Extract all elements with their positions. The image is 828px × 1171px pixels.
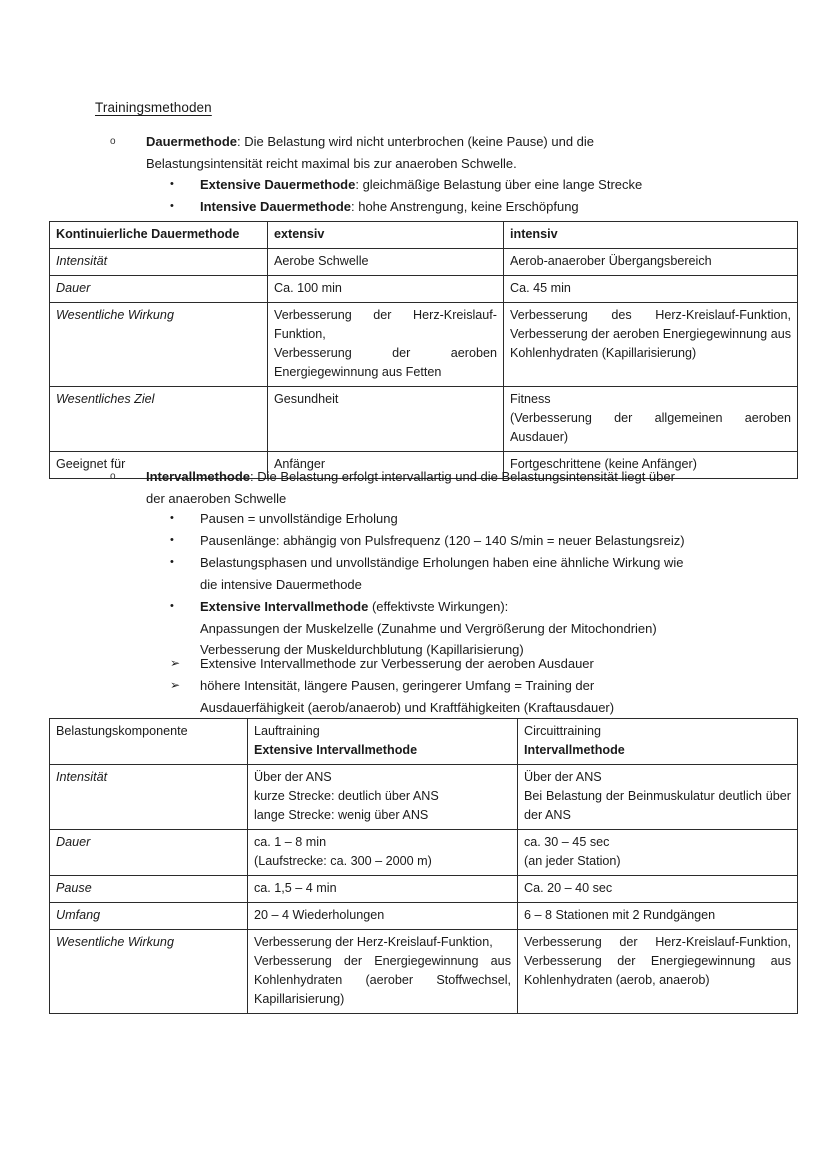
cell-line: ca. 1 – 8 min xyxy=(254,835,327,849)
table2-lauf-pause: ca. 1,5 – 4 min xyxy=(248,876,518,903)
dot-bullet-icon: • xyxy=(170,556,174,568)
table1-label-dauer: Dauer xyxy=(50,276,268,303)
list-item-extensive-dauermethode xyxy=(170,174,760,196)
table1-label-wesentliche-wirkung: Wesentliche Wirkung xyxy=(50,303,268,387)
circle-bullet-icon: o xyxy=(110,471,116,482)
cell-line: (Verbesserung der allgemeinen aeroben Ausdauer) xyxy=(510,411,791,444)
table2-circuit-dauer xyxy=(518,830,798,876)
table1-intensiv-intensitaet: Aerob-anaerober Übergangsbereich xyxy=(504,249,798,276)
intensive-dauermethode-label: Intensive Dauermethode xyxy=(200,199,351,214)
list-item-dauermethode xyxy=(110,131,750,174)
extensive-intervallmethode-line3: Verbesserung der Muskeldurchblutung (Kapillarisierung) xyxy=(200,642,524,657)
circle-bullet-icon: o xyxy=(110,136,116,147)
intervallmethode-intro-line1: : Die Belastung erfolgt intervallartig und die Belastungsintensität liegt über xyxy=(250,469,675,484)
extensive-intervallmethode-line2: Anpassungen der Muskelzelle (Zunahme und Vergrößerung der Mitochondrien) xyxy=(200,620,657,636)
table1-intensiv-geeignet-fuer: Fortgeschrittene (keine Anfänger) xyxy=(504,452,798,479)
extensive-intervallmethode-rest: (effektivste Wirkungen): xyxy=(368,599,509,614)
cell-line: kurze Strecke: deutlich über ANS xyxy=(254,789,439,803)
cell-line: Lauftraining xyxy=(254,724,320,738)
table2-lauf-dauer xyxy=(248,830,518,876)
pausen-text: Pausen = unvollständige Erholung xyxy=(200,511,398,526)
table-row xyxy=(50,249,798,276)
table2-label-umfang: Umfang xyxy=(50,903,248,930)
table1-header-col1: Kontinuierliche Dauermethode xyxy=(50,222,268,249)
list-item-hoehere-intensitaet xyxy=(170,675,760,718)
cell-line: Extensive Intervallmethode xyxy=(254,743,418,757)
table2-circuit-wesentliche-wirkung: Verbesserung der Herz-Kreislauf-Funktion, Verbesserung der Energiegewinnung aus Kohlenhydraten (aerob, anaerob) xyxy=(518,930,798,1014)
intensive-dauermethode-text: : hohe Anstrengung, keine Erschöpfung xyxy=(351,199,579,214)
table2-header-col1: Belastungskomponente xyxy=(50,719,248,765)
dot-bullet-icon: • xyxy=(170,200,174,212)
table2-label-dauer: Dauer xyxy=(50,830,248,876)
cell-line: Fitness xyxy=(510,392,551,406)
table-row xyxy=(50,830,798,876)
table1-extensiv-intensitaet: Aerobe Schwelle xyxy=(268,249,504,276)
table2-circuit-umfang: 6 – 8 Stationen mit 2 Rundgängen xyxy=(518,903,798,930)
table1-intensiv-dauer: Ca. 45 min xyxy=(504,276,798,303)
intervallmethode-title: Intervallmethode xyxy=(146,469,251,484)
dauermethode-intro xyxy=(146,131,750,153)
table-row xyxy=(50,387,798,452)
list-item-aerobe-ausdauer xyxy=(170,653,760,675)
table-row-header xyxy=(50,719,798,765)
table-kontinuierliche-dauermethode xyxy=(49,221,798,479)
belastungsphasen-line1: Belastungsphasen und unvollständige Erholungen haben eine ähnliche Wirkung wie xyxy=(200,555,684,570)
table-belastungskomponente xyxy=(49,718,798,1014)
cell-line: ca. 30 – 45 sec xyxy=(524,835,610,849)
table1-extensiv-geeignet-fuer: Anfänger xyxy=(268,452,504,479)
table2-label-wesentliche-wirkung: Wesentliche Wirkung xyxy=(50,930,248,1014)
list-item-belastungsphasen xyxy=(170,552,760,595)
cell-line: Verbesserung der Energiegewinnung aus Kohlenhydraten (aerober Stoffwechsel, Kapillarisierung) xyxy=(254,954,511,1006)
table1-label-geeignet-fuer: Geeignet für xyxy=(50,452,268,479)
dot-bullet-icon: • xyxy=(170,178,174,190)
table1-label-wesentliches-ziel: Wesentliches Ziel xyxy=(50,387,268,452)
arrow-bullet-icon: ➢ xyxy=(170,678,181,692)
dauermethode-intro-line2: Belastungsintensität reicht maximal bis zur anaeroben Schwelle. xyxy=(146,155,517,171)
cell-line: Über der ANS xyxy=(254,770,332,784)
cell-line: Verbesserung der Herz-Kreislauf-Funktion, xyxy=(274,308,497,341)
table-row xyxy=(50,903,798,930)
table2-label-pause: Pause xyxy=(50,876,248,903)
table-row xyxy=(50,765,798,830)
table2-lauf-umfang: 20 – 4 Wiederholungen xyxy=(248,903,518,930)
list-item-extensive-intervallmethode xyxy=(170,596,760,661)
hoehere-intensitaet-line2: Ausdauerfähigkeit (aerob/anaerob) und Kraftfähigkeiten (Kraftausdauer) xyxy=(200,699,615,715)
table2-header-col2 xyxy=(248,719,518,765)
table-row xyxy=(50,303,798,387)
extensive-intervallmethode-heading xyxy=(200,596,760,618)
table1-header-col2: extensiv xyxy=(268,222,504,249)
table1-extensiv-wesentliches-ziel: Gesundheit xyxy=(268,387,504,452)
table2-lauf-intensitaet xyxy=(248,765,518,830)
table1-intensiv-wesentliche-wirkung: Verbesserung des Herz-Kreislauf-Funktion, Verbesserung der aeroben Energiegewinnung aus Kohlenhydraten (Kapillarisierung) xyxy=(504,303,798,387)
cell-line: (an jeder Station) xyxy=(524,854,621,868)
hoehere-intensitaet-line1: höhere Intensität, längere Pausen, geringerer Umfang = Training der xyxy=(200,678,595,693)
pausenlaenge-text: Pausenlänge: abhängig von Pulsfrequenz (120 – 140 S/min = neuer Belastungsreiz) xyxy=(200,533,685,548)
table1-extensiv-dauer: Ca. 100 min xyxy=(268,276,504,303)
cell-line: Verbesserung der Herz-Kreislauf-Funktion, xyxy=(254,935,493,949)
cell-line: lange Strecke: wenig über ANS xyxy=(254,808,429,822)
table1-label-intensitaet: Intensität xyxy=(50,249,268,276)
extensive-dauermethode-text: : gleichmäßige Belastung über eine lange Strecke xyxy=(355,177,643,192)
page-title: Trainingsmethoden xyxy=(95,100,212,115)
cell-line: Intervallmethode xyxy=(524,743,625,757)
table-row-header xyxy=(50,222,798,249)
table2-label-intensitaet: Intensität xyxy=(50,765,248,830)
list-item-pausenlaenge xyxy=(170,530,760,552)
cell-line: (Laufstrecke: ca. 300 – 2000 m) xyxy=(254,854,432,868)
dauermethode-title: Dauermethode xyxy=(146,134,238,149)
cell-line: Verbesserung der aeroben Energiegewinnung aus Fetten xyxy=(274,346,497,379)
dot-bullet-icon: • xyxy=(170,512,174,524)
dauermethode-intro-line1: : Die Belastung wird nicht unterbrochen (keine Pause) und die xyxy=(237,134,595,149)
dot-bullet-icon: • xyxy=(170,600,174,612)
table-row xyxy=(50,876,798,903)
aerobe-ausdauer-text: Extensive Intervallmethode zur Verbesserung der aeroben Ausdauer xyxy=(200,656,594,671)
cell-line: Über der ANS xyxy=(524,770,602,784)
table-row xyxy=(50,276,798,303)
belastungsphasen-line2: die intensive Dauermethode xyxy=(200,576,362,592)
list-item-pausen xyxy=(170,508,760,530)
cell-line: Circuittraining xyxy=(524,724,601,738)
table2-circuit-intensitaet xyxy=(518,765,798,830)
intervallmethode-intro xyxy=(146,466,750,488)
table1-header-col3: intensiv xyxy=(504,222,798,249)
extensive-intervallmethode-label: Extensive Intervallmethode xyxy=(200,599,369,614)
arrow-bullet-icon: ➢ xyxy=(170,656,181,670)
list-item-intervallmethode xyxy=(110,466,750,509)
table2-lauf-wesentliche-wirkung xyxy=(248,930,518,1014)
table1-extensiv-wesentliche-wirkung xyxy=(268,303,504,387)
intervallmethode-intro-line2: der anaeroben Schwelle xyxy=(146,490,287,506)
table1-intensiv-wesentliches-ziel xyxy=(504,387,798,452)
extensive-dauermethode-label: Extensive Dauermethode xyxy=(200,177,356,192)
cell-line: Bei Belastung der Beinmuskulatur deutlich über der ANS xyxy=(524,789,791,822)
dot-bullet-icon: • xyxy=(170,534,174,546)
table2-circuit-pause: Ca. 20 – 40 sec xyxy=(518,876,798,903)
list-item-intensive-dauermethode xyxy=(170,196,760,218)
table-row xyxy=(50,930,798,1014)
table2-header-col3 xyxy=(518,719,798,765)
